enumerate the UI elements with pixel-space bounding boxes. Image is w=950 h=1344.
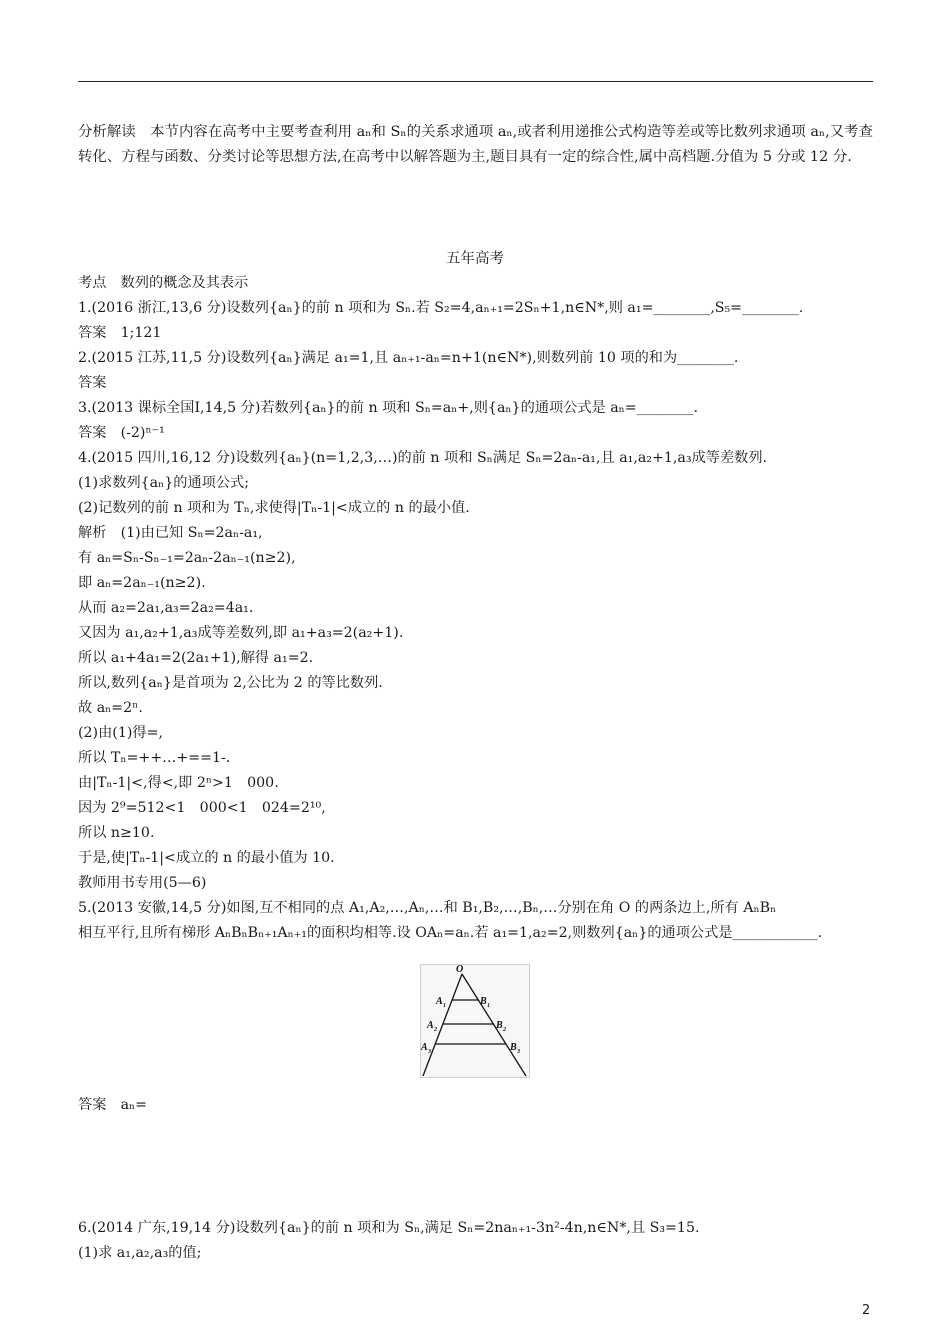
text-line: 由|Tₙ-1|<,得<,即 2ⁿ>1 000. (78, 775, 279, 791)
sub-b2: 2 (503, 1027, 506, 1033)
label-b2: B (496, 1020, 503, 1031)
label-b1: B (480, 996, 487, 1007)
problem-6-lines (78, 1216, 878, 1266)
text-line: 答案 (78, 375, 107, 391)
text-line: 教师用书专用(5—6) (78, 875, 207, 891)
text-line: 答案 (-2)ⁿ⁻¹ (78, 425, 165, 441)
text-line: 又因为 a₁,a₂+1,a₃成等差数列,即 a₁+a₃=2(a₂+1). (78, 625, 404, 641)
text-line: 6.(2014 广东,19,14 分)设数列{aₙ}的前 n 项和为 Sₙ,满足 Sₙ=2naₙ₊₁-3n²-4n,n∈N*,且 S₃=15. (78, 1220, 700, 1236)
text-line: 有 aₙ=Sₙ-Sₙ₋₁=2aₙ-2aₙ₋₁(n≥2), (78, 550, 296, 566)
text-line: 从而 a₂=2a₁,a₃=2a₂=4a₁. (78, 600, 254, 616)
analysis-paragraph: 分析解读 本节内容在高考中主要考查利用 aₙ和 Sₙ的关系求通项 aₙ,或者利用递推公式构造等差或等比数列求通项 aₙ,又考查转化、方程与函数、分类讨论等思想方法,在高考中以解答题为主,题目具有一定的综合性,属中高档题.分值为 5 分或 12 分. (78, 124, 873, 165)
text-line: 相互平行,且所有梯形 AₙBₙBₙ₊₁Aₙ₊₁的面积均相等.设 OAₙ=aₙ.若 a₁=1,a₂=2,则数列{aₙ}的通项公式是____________. (78, 925, 823, 941)
text-line: 4.(2015 四川,16,12 分)设数列{aₙ}(n=1,2,3,…)的前 n 项和 Sₙ满足 Sₙ=2aₙ-a₁,且 a₁,a₂+1,a₃成等差数列. (78, 450, 768, 466)
problem-lines (78, 271, 878, 946)
figure-frame (421, 965, 530, 1078)
text-line: 3.(2013 课标全国Ⅰ,14,5 分)若数列{aₙ}的前 n 项和 Sₙ=aₙ+,则{aₙ}的通项公式是 aₙ=________. (78, 400, 698, 416)
text-line: 故 aₙ=2ⁿ. (78, 700, 143, 716)
text-line: (1)求 a₁,a₂,a₃的值; (78, 1245, 202, 1261)
text-line: 答案 1;121 (78, 325, 162, 341)
text-line: 所以,数列{aₙ}是首项为 2,公比为 2 的等比数列. (78, 675, 383, 691)
text-line: 解析 (1)由已知 Sₙ=2aₙ-a₁, (78, 525, 263, 541)
label-b3: B (510, 1042, 517, 1053)
text-line: 所以 n≥10. (78, 825, 155, 841)
text-line: 即 aₙ=2aₙ₋₁(n≥2). (78, 575, 206, 591)
text-line: 所以 a₁+4a₁=2(2a₁+1),解得 a₁=2. (78, 650, 314, 666)
text-line: 因为 2⁹=512<1 000<1 024=2¹⁰, (78, 800, 326, 816)
text-line: 考点 数列的概念及其表示 (78, 275, 249, 291)
text-line: (1)求数列{aₙ}的通项公式; (78, 475, 250, 491)
header-rule (78, 81, 873, 82)
text-line: 2.(2015 江苏,11,5 分)设数列{aₙ}满足 a₁=1,且 aₙ₊₁-aₙ=n+1(n∈N*),则数列前 10 项的和为________. (78, 350, 739, 366)
text-line: 5.(2013 安徽,14,5 分)如图,互不相同的点 A₁,A₂,…,Aₙ,…和 B₁,B₂,…,Bₙ,…分别在角 O 的两条边上,所有 AₙBₙ (78, 900, 777, 916)
answer-5: 答案 aₙ= (78, 1097, 148, 1113)
sub-b3: 3 (517, 1049, 520, 1055)
text-line: 于是,使|Tₙ-1|<成立的 n 的最小值为 10. (78, 850, 335, 866)
page-number: 2 (862, 1303, 871, 1318)
text-line: (2)由(1)得=, (78, 725, 163, 741)
angle-trapezoid-figure (420, 964, 530, 1078)
sub-a3: 3 (428, 1049, 431, 1055)
label-o: O (456, 964, 464, 975)
sub-b1: 1 (487, 1003, 490, 1009)
sub-a1: 1 (443, 1003, 446, 1009)
text-line: (2)记数列的前 n 项和为 Tₙ,求使得|Tₙ-1|<成立的 n 的最小值. (78, 500, 470, 516)
text-line: 所以 Tₙ=++…+==1-. (78, 750, 231, 766)
label-a3: A (421, 1042, 428, 1053)
section-title: 五年高考 (446, 251, 504, 267)
sub-a2: 2 (434, 1027, 437, 1033)
label-a2: A (427, 1020, 434, 1031)
label-a1: A (436, 996, 443, 1007)
text-line: 1.(2016 浙江,13,6 分)设数列{aₙ}的前 n 项和为 Sₙ.若 S₂=4,aₙ₊₁=2Sₙ+1,n∈N*,则 a₁=________,S₅=________. (78, 300, 804, 316)
